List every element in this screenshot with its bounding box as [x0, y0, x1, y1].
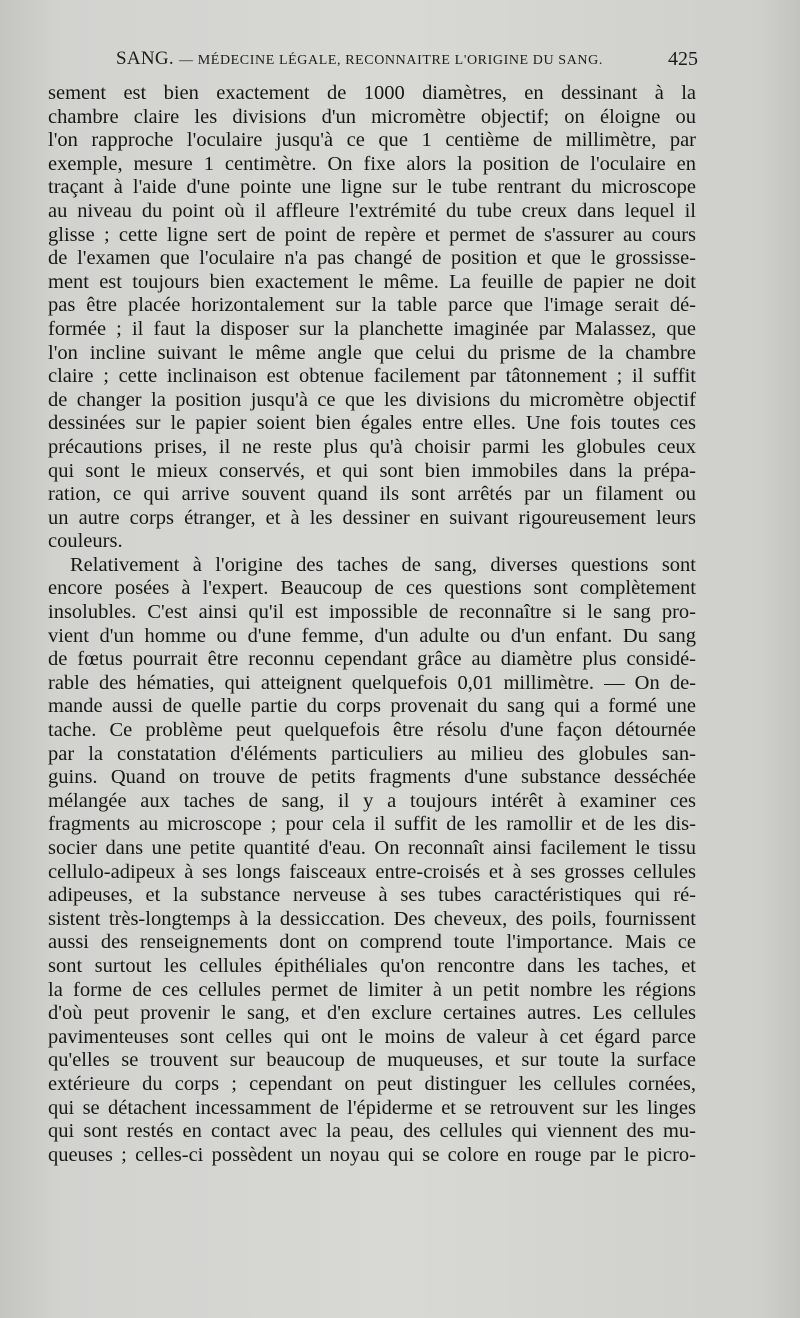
page-number: 425 [668, 48, 698, 70]
text-line: qui se détachent incessamment de l'épiderme et se retrouvent sur les linges [48, 1096, 696, 1119]
text-line: sement est bien exactement de 1000 diamètres, en dessinant à la [48, 82, 696, 104]
running-head-prefix: SANG. [116, 48, 174, 69]
text-line: extérieure du corps ; cependant on peut distinguer les cellules cornées, [48, 1072, 696, 1095]
paragraph-2 [48, 554, 696, 1167]
text-line: insolubles. C'est ainsi qu'il est impossible de reconnaître si le sang pro- [48, 601, 696, 624]
text-line: de fœtus pourrait être reconnu cependant grâce au diamètre plus considé- [48, 648, 696, 671]
text-line: ration, ce qui arrive souvent quand ils sont arrêtés par un filament ou [48, 483, 696, 506]
text-line: socier dans une petite quantité d'eau. On reconnaît ainsi facilement le tissu [48, 837, 696, 859]
text-line: queuses ; celles-ci possèdent un noyau qui se colore en rouge par le picro- [48, 1143, 696, 1166]
text-line: Relativement à l'origine des taches de sang, diverses questions sont [70, 553, 696, 576]
text-line: de changer la position jusqu'à ce que les divisions du micromètre objectif [48, 388, 696, 411]
text-line: d'où peut provenir le sang, et d'en exclure certaines autres. Les cellules [48, 1002, 696, 1025]
text-line: de l'examen que l'oculaire n'a pas changé de position et que le grossisse- [48, 247, 696, 270]
text-line: pas être placée horizontalement sur la table parce que l'image serait dé- [48, 294, 696, 317]
text-line: qui sont le mieux conservés, et qui sont bien immobiles dans la prépa- [48, 459, 696, 482]
text-line: au niveau du point où il affleure l'extrémité du tube creux dans lequel il [48, 199, 696, 222]
text-line: qui sont restés en contact avec la peau, des cellules qui viennent des mu- [48, 1120, 696, 1143]
text-line: un autre corps étranger, et à les dessiner en suivant rigoureusement leurs [48, 506, 696, 529]
text-line: rable des hématies, qui atteignent quelquefois 0,01 millimètre. — On de- [48, 671, 696, 694]
text-line: qu'elles se trouvent sur beaucoup de muqueuses, et sur toute la surface [48, 1049, 696, 1072]
text-line: tache. Ce problème peut quelquefois être résolu d'une façon détournée [48, 719, 696, 742]
text-line: guins. Quand on trouve de petits fragments d'une substance desséchée [48, 766, 696, 789]
text-line: couleurs. [48, 530, 123, 553]
text-line: aussi des renseignements dont on comprend toute l'importance. Mais ce [48, 931, 696, 954]
text-line: traçant à l'aide d'une pointe une ligne sur le tube rentrant du microscope [48, 176, 696, 199]
text-line: fragments au microscope ; pour cela il suffit de les ramollir et de les dis- [48, 813, 696, 836]
text-line: glisse ; cette ligne sert de point de repère et permet de s'assurer au cours [48, 223, 696, 246]
text-line: précautions prises, il ne reste plus qu'à choisir parmi les globules ceux [48, 435, 696, 458]
running-head-title [116, 48, 603, 70]
text-line: sont surtout les cellules épithéliales qu'on rencontre dans les taches, et [48, 954, 696, 977]
text-line: dessinées sur le papier soient bien égales entre elles. Une fois toutes ces [48, 412, 696, 435]
text-line: adipeuses, et la substance nerveuse à ses tubes caractéristiques qui ré- [48, 884, 696, 907]
running-head-rest: — MÉDECINE LÉGALE, RECONNAITRE L'ORIGINE DU SANG. [179, 53, 603, 68]
text-line: pavimenteuses sont celles qui ont le moins de valeur à cet égard parce [48, 1025, 696, 1048]
text-line: vient d'un homme ou d'une femme, d'un adulte ou d'un enfant. Du sang [48, 624, 696, 647]
text-line: claire ; cette inclinaison est obtenue facilement par tâtonnement ; il suffit [48, 365, 696, 388]
text-line: encore posées à l'expert. Beaucoup de ces questions sont complètement [48, 577, 696, 600]
text-line: ment est toujours bien exactement le même. La feuille de papier ne doit [48, 270, 696, 293]
running-head [116, 48, 698, 74]
text-line: la forme de ces cellules permet de limiter à un petit nombre les régions [48, 978, 696, 1001]
text-line: mande aussi de quelle partie du corps provenait du sang qui a formé une [48, 695, 696, 718]
text-line: sistent très-longtemps à la dessiccation. Des cheveux, des poils, fournissent [48, 907, 696, 930]
paragraph-1 [48, 82, 696, 554]
text-line: mélangée aux taches de sang, il y a toujours intérêt à examiner ces [48, 789, 696, 812]
text-line: par la constatation d'éléments particuliers au milieu des globules san- [48, 742, 696, 765]
text-line: formée ; il faut la disposer sur la planchette imaginée par Malassez, que [48, 317, 696, 340]
text-line: l'on rapproche l'oculaire jusqu'à ce que 1 centième de millimètre, par [48, 129, 696, 152]
text-line: l'on incline suivant le même angle que celui du prisme de la chambre [48, 341, 696, 364]
text-line: chambre claire les divisions d'un micromètre objectif; on éloigne ou [48, 105, 696, 128]
text-line: exemple, mesure 1 centimètre. On fixe alors la position de l'oculaire en [48, 152, 696, 175]
body-text [48, 82, 696, 1167]
text-line: cellulo-adipeux à ses longs faisceaux entre-croisés et à ses grosses cellules [48, 860, 696, 883]
